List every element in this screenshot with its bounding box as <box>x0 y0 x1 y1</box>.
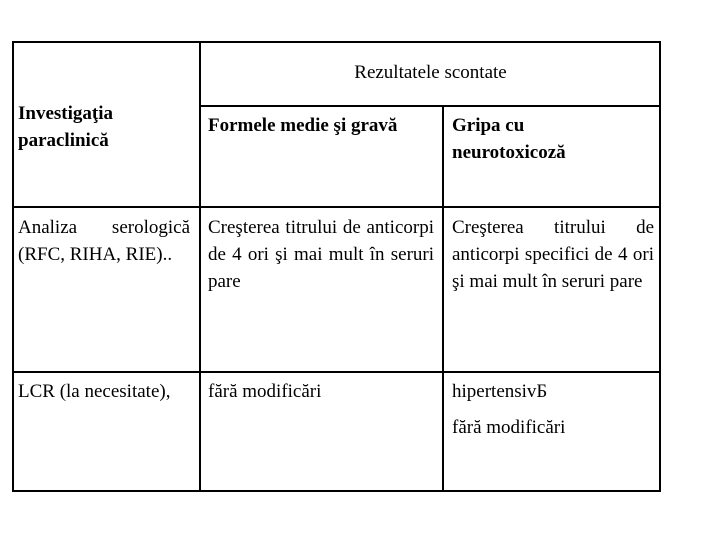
row1-neurotoxic: Creşterea titrului de anticorpi specifici de 4 ori şi mai mult în seruri pare <box>452 217 654 292</box>
row1-medium-severe: Creşterea titrului de anticorpi de 4 ori şi mai mult în seruri pare <box>208 217 434 292</box>
group-header: Rezultatele scontate <box>354 62 507 83</box>
col-header-medium-severe: Formele medie şi gravă <box>208 115 398 136</box>
row-divider-line-2 <box>12 371 661 373</box>
col-header-investigation: Investigaţia paraclinică <box>18 103 113 151</box>
header-divider-line <box>200 105 661 107</box>
row2-investigation: LCR (la necesitate), <box>18 381 171 402</box>
col-header-neurotoxic: Gripa cu neurotoxicoză <box>452 115 566 163</box>
row2-neurotoxic-line1: hipertensivБ <box>452 381 548 402</box>
column-divider-line-2 <box>442 105 444 492</box>
row2-medium-severe: fără modificări <box>208 381 322 402</box>
row1-investigation: Analiza serologică (RFC, RIHA, RIE).. <box>18 217 190 265</box>
column-divider-line-1 <box>199 41 201 492</box>
row2-neurotoxic-line2: fără modificări <box>452 417 566 438</box>
row-divider-line-1 <box>12 206 661 208</box>
